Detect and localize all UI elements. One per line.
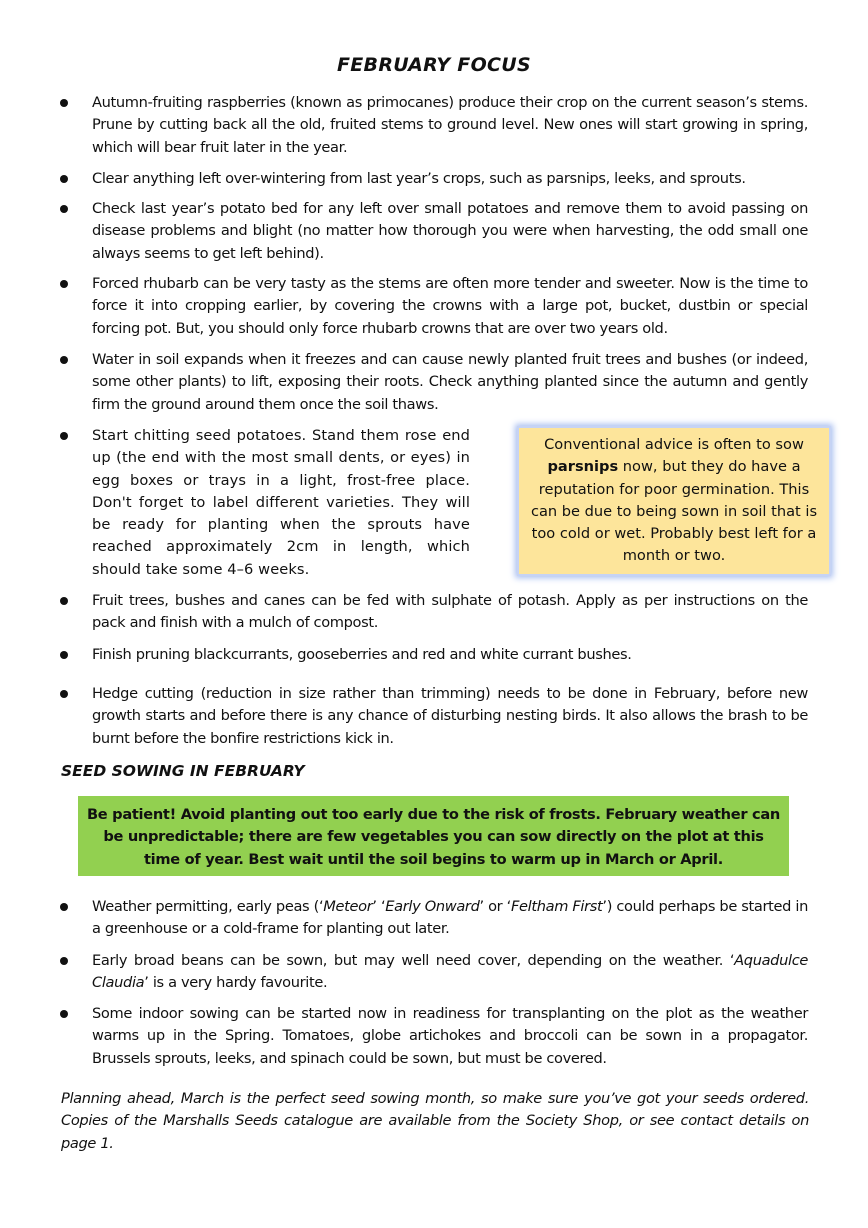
section-heading: SEED SOWING IN FEBRUARY [61,762,305,780]
callout-bold-word: parsnips [547,458,619,476]
bullet-icon [60,1010,68,1018]
list-item-text: Forced rhubarb can be very tasty as the stems are often more tender and sweeter. Now is the time to force it into cropping earlier, by covering the crowns with a large pot, bucket, dustbin or special forcing pot. But, you should only force rhubarb crowns that are over two years old. [92,275,808,337]
list-item-text: Finish pruning blackcurrants, gooseberries and red and white currant bushes. [92,646,632,663]
pea-variety: Meteor [323,898,373,915]
list-item-text [92,896,808,941]
pea-variety: Early Onward [385,898,480,915]
peas-text: Weather permitting, early peas (‘ [92,898,324,915]
bullet-icon [60,280,68,288]
bean-variety: Aquadulce Claudia [92,952,808,992]
bullet-icon [60,903,68,911]
list-item-text: Some indoor sowing can be started now in readiness for transplanting on the plot as the weather warms up in the Spring. Tomatoes, globe artichokes and broccoli can be sown in a propagator. Brussels sprouts, leeks, and spinach could be sown, but must be covered. [92,1005,808,1067]
callout-text: now, but they do have a reputation for poor germination. This can be due to being sown in soil that is too cold or wet. Probably best left for a month or two. [530,458,818,565]
peas-text: ’ or ‘ [479,898,511,915]
peas-text: ’) could perhaps be started in a greenhouse or a cold-frame for planting out later. [92,898,808,938]
list-item-text: Water in soil expands when it freezes and can cause newly planted fruit trees and bushes (or indeed, some other plants) to lift, exposing their roots. Check anything planted since the autumn and gently firm the ground around them once the soil thaws. [92,351,808,413]
bullet-icon [60,957,68,965]
warning-callout: Be patient! Avoid planting out too early due to the risk of frosts. February weather can be unpredictable; there are few vegetables you can sow directly on the plot at this time of year. Best wait until the soil begins to warm up in March or April. [78,796,789,876]
bullet-icon [60,597,68,605]
list-item-text: Check last year’s potato bed for any left over small potatoes and remove them to avoid passing on disease problems and blight (no matter how thorough you were when harvesting, the odd small one always seems to get left behind). [92,200,808,262]
list-item-text [92,950,808,995]
callout-text: Conventional advice is often to sow [544,436,804,453]
page-title: FEBRUARY FOCUS [337,54,531,76]
bullet-icon [60,432,68,440]
planning-note: Planning ahead, March is the perfect seed sowing month, so make sure you’ve got your seeds ordered. Copies of the Marshalls Seeds catalogue are available from the Society Shop, or see contact details on page 1. [61,1090,809,1152]
beans-text: Early broad beans can be sown, but may well need cover, depending on the weather. ‘ [92,952,735,969]
bullet-icon [60,175,68,183]
beans-text: ’ is a very hardy favourite. [144,974,328,992]
peas-text: ’ ‘ [372,898,386,915]
list-item-text: Fruit trees, bushes and canes can be fed with sulphate of potash. Apply as per instructions on the pack and finish with a mulch of compost. [92,592,808,632]
bullet-icon [60,205,68,213]
bullet-icon [60,690,68,698]
list-item-text: Hedge cutting (reduction in size rather than trimming) needs to be done in February, before new growth starts and before there is any chance of disturbing nesting birds. It also allows the brash to be burnt before the bonfire restrictions kick in. [92,685,808,747]
bullet-icon [60,356,68,364]
list-item-text: Start chitting seed potatoes. Stand them rose end up (the end with the most small dents, or eyes) in egg boxes or trays in a light, frost-free place. Don't forget to label different varieties. They will be ready for planting when the sprouts have reached approximately 2cm in length, which should take some 4–6 weeks. [92,427,470,578]
bullet-icon [60,651,68,659]
parsnip-callout [519,428,829,574]
list-item-text: Autumn-fruiting raspberries (known as primocanes) produce their crop on the current season’s stems. Prune by cutting back all the old, fruited stems to ground level. New ones will start growing in spring, which will bear fruit later in the year. [92,94,808,156]
bullet-icon [60,99,68,107]
pea-variety: Feltham First [510,898,603,915]
list-item-text: Clear anything left over-wintering from last year’s crops, such as parsnips, leeks, and sprouts. [92,170,746,187]
